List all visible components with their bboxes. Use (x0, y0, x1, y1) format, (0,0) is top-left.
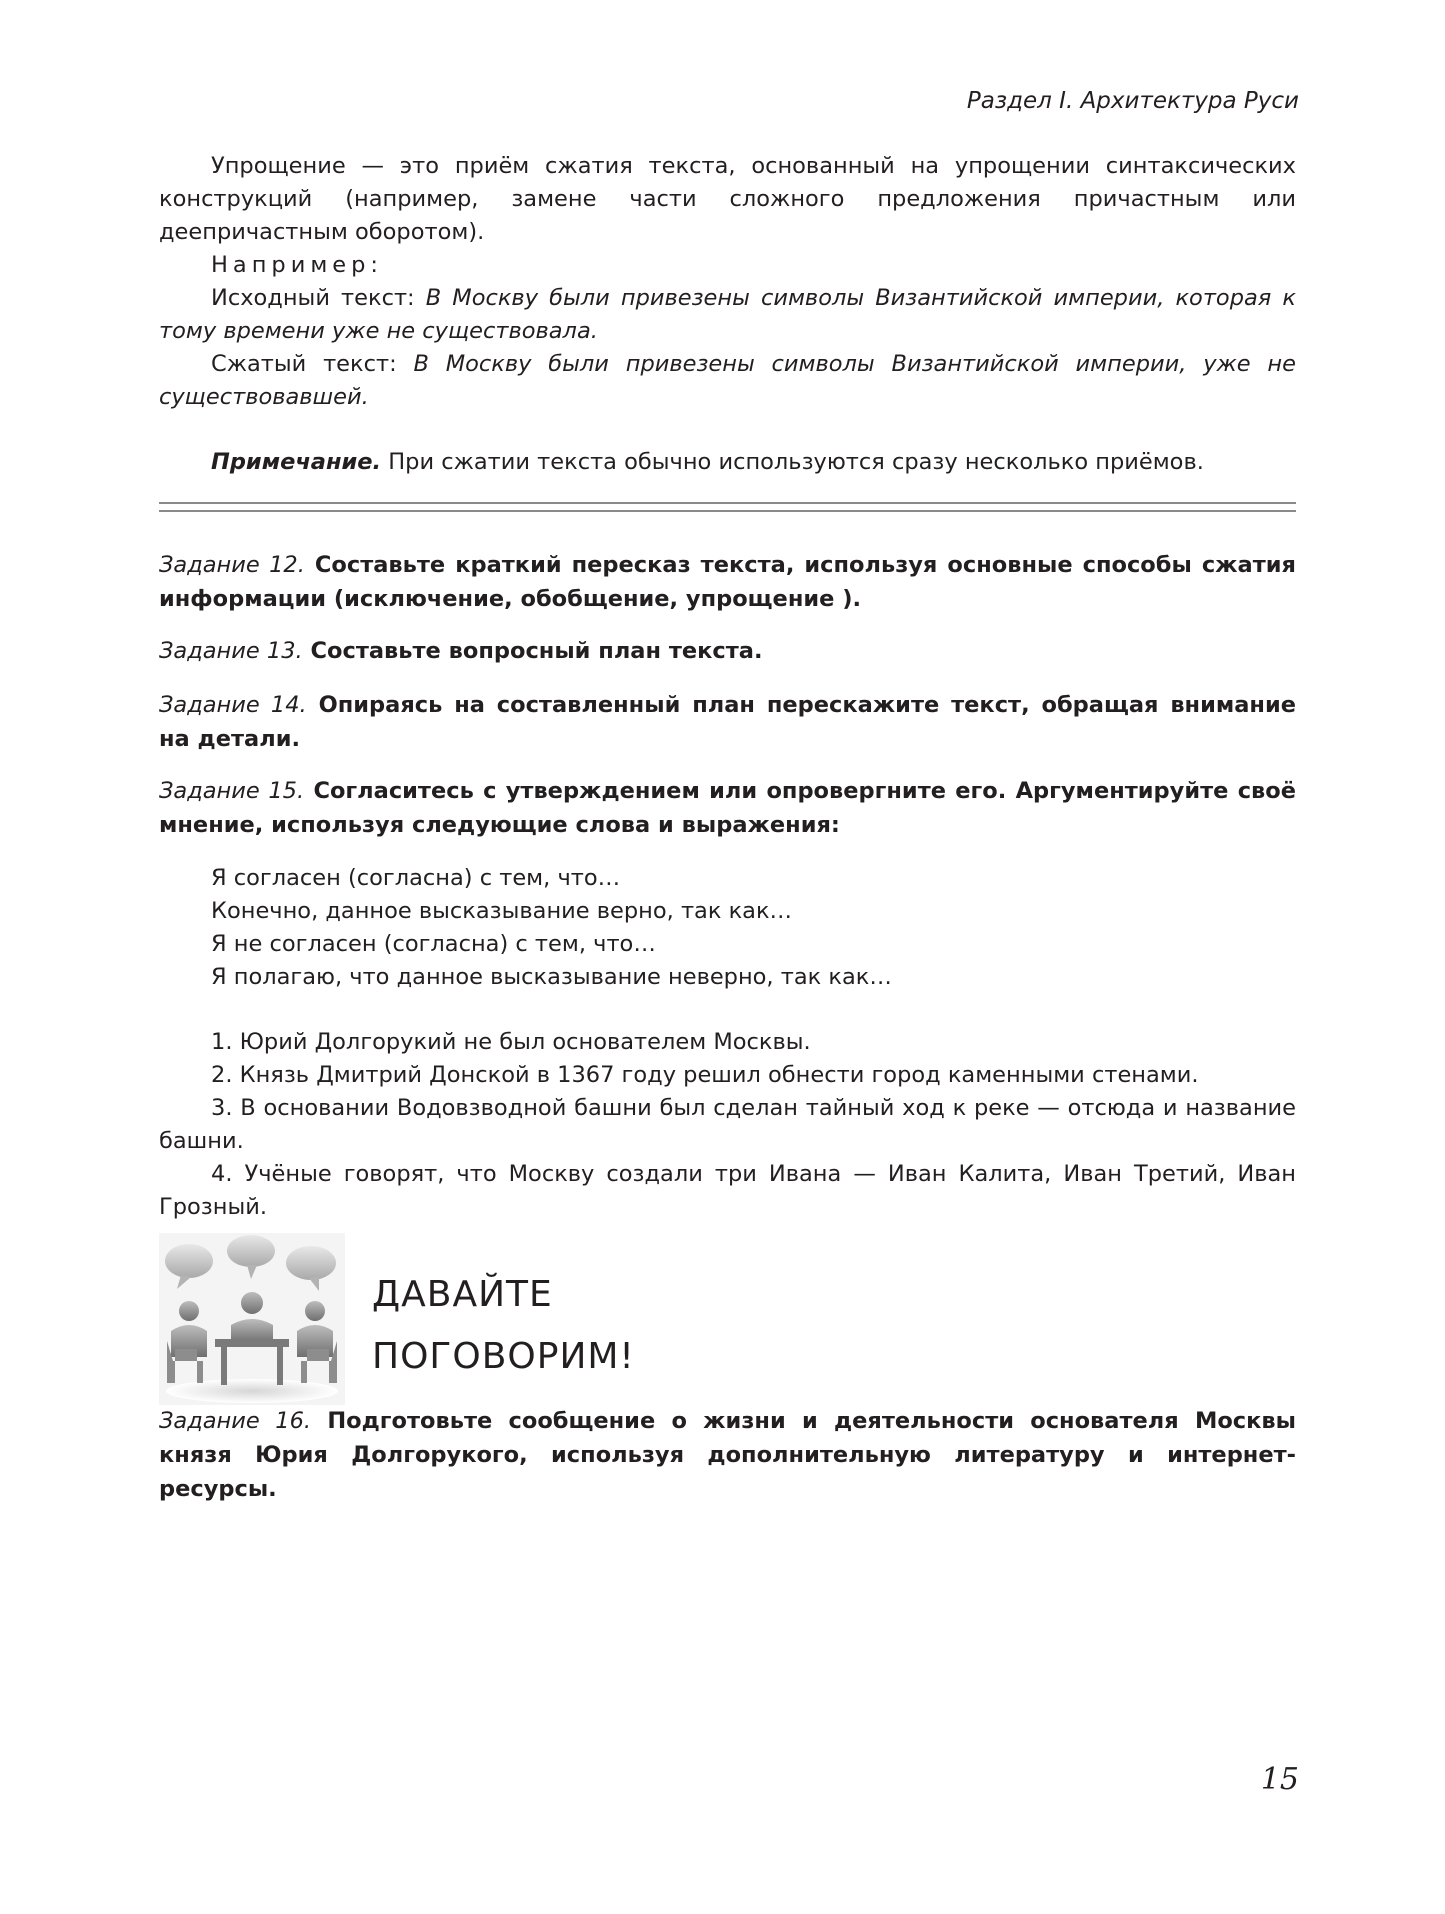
talk-title-line1: ДАВАЙТЕ (372, 1274, 553, 1315)
task-number: Задание 16. (159, 1408, 312, 1434)
running-header: Раздел I. Архитектура Руси (966, 88, 1299, 114)
task-12 (159, 548, 1296, 616)
phrase-item: Конечно, данное высказывание верно, так как… (211, 898, 793, 924)
compressed-text-paragraph (159, 348, 1296, 414)
example-label: Например: (211, 252, 384, 278)
task-text: Подготовьте сообщение о жизни и деятельности основателя Москвы князя Юрия Долгорукого, используя дополнительную литературу и интернет-ресурсы. (159, 1408, 1296, 1502)
note-label: Примечание. (211, 449, 382, 475)
simplification-section (159, 150, 1296, 414)
compressed-label: Сжатый текст: (211, 351, 414, 377)
definition-paragraph: Упрощение — это приём сжатия текста, основанный на упрощении синтаксических конструкций (например, замене части сложного предложения причастным или деепричастным оборотом). (159, 153, 1296, 245)
section-divider (159, 502, 1296, 512)
task-13 (159, 634, 1296, 668)
task-number: Задание 15. (159, 778, 305, 804)
task-number: Задание 12. (159, 552, 305, 578)
phrase-list (159, 862, 1296, 994)
task-15 (159, 774, 1296, 842)
task-14 (159, 688, 1296, 756)
source-text: В Москву были привезены символы Византийской империи, которая к тому времени уже не существовала. (159, 285, 1296, 344)
discussion-icon (159, 1233, 345, 1405)
statement-item: 4. Учёные говорят, что Москву создали три Ивана — Иван Калита, Иван Третий, Иван Грозный. (159, 1161, 1296, 1220)
statement-list (159, 1026, 1296, 1224)
task-text: Опираясь на составленный план перескажите текст, обращая внимание на детали. (159, 692, 1297, 752)
statement-item: 1. Юрий Долгорукий не был основателем Москвы. (211, 1029, 811, 1055)
task-number: Задание 13. (159, 638, 303, 664)
statement-item: 2. Князь Дмитрий Донской в 1367 году решил обнести город каменными стенами. (211, 1062, 1199, 1088)
source-text-paragraph (159, 282, 1296, 348)
phrase-item: Я не согласен (согласна) с тем, что… (211, 931, 656, 957)
phrase-item: Я полагаю, что данное высказывание неверно, так как… (211, 964, 892, 990)
page-number: 15 (1260, 1762, 1299, 1797)
note-paragraph (159, 446, 1296, 479)
task-text: Составьте краткий пересказ текста, используя основные способы сжатия информации (исключение, обобщение, упрощение ). (159, 552, 1296, 612)
task-text: Согласитесь с утверждением или опровергните его. Аргументируйте своё мнение, используя следующие слова и выражения: (159, 778, 1296, 838)
talk-title-line2: ПОГОВОРИМ! (372, 1336, 635, 1377)
task-text: Составьте вопросный план текста. (302, 638, 763, 664)
task-16 (159, 1404, 1296, 1506)
phrase-item: Я согласен (согласна) с тем, что… (211, 865, 621, 891)
statement-item: 3. В основании Водовзводной башни был сделан тайный ход к реке — отсюда и название башни. (159, 1095, 1296, 1154)
source-label: Исходный текст: (211, 285, 426, 311)
task-number: Задание 14. (159, 692, 307, 718)
compressed-text: В Москву были привезены символы Византийской империи, уже не существовавшей. (159, 351, 1296, 410)
note-text: При сжатии текста обычно используются сразу несколько приёмов. (381, 449, 1204, 475)
